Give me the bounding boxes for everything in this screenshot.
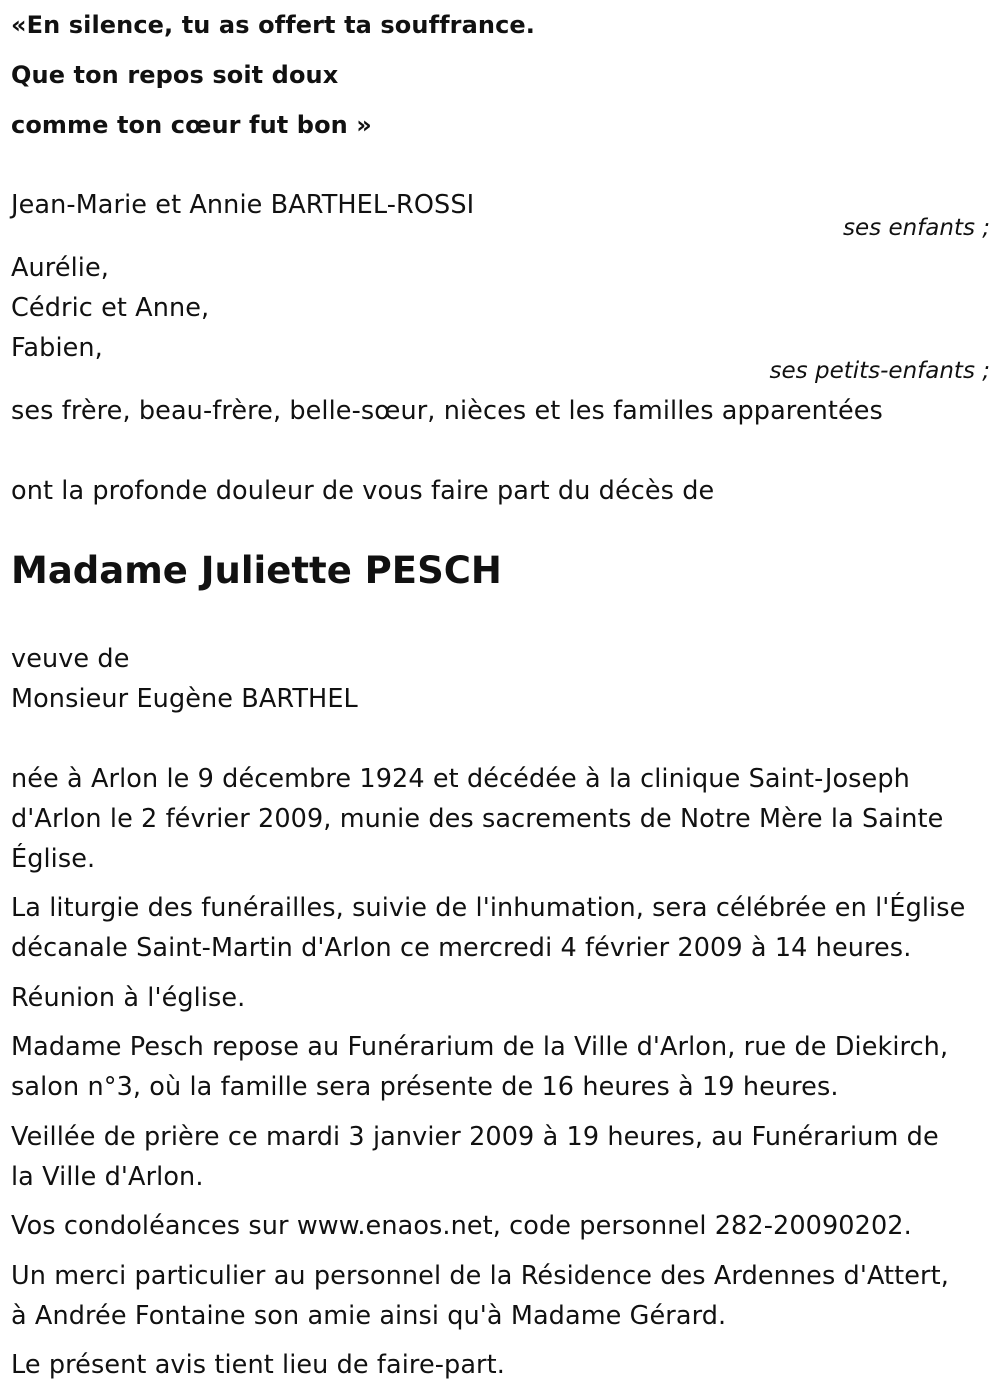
paragraph-line: salon n°3, où la famille sera présente de 16 heures à 19 heures. xyxy=(11,1072,839,1102)
relatives-line: ses frère, beau-frère, belle-sœur, nièces et les familles apparentées xyxy=(11,396,883,426)
paragraph-line: décanale Saint-Martin d'Arlon ce mercredi 4 février 2009 à 14 heures. xyxy=(11,933,912,963)
paragraph-line: à Andrée Fontaine son amie ainsi qu'à Madame Gérard. xyxy=(11,1301,727,1331)
spouse-name: Monsieur Eugène BARTHEL xyxy=(11,684,358,714)
grandchild-name: Fabien, xyxy=(11,333,103,363)
grandchild-name: Aurélie, xyxy=(11,253,109,283)
paragraph-line: La liturgie des funérailles, suivie de l'inhumation, sera célébrée en l'Église xyxy=(11,893,966,923)
paragraph-line: Un merci particulier au personnel de la Résidence des Ardennes d'Attert, xyxy=(11,1261,949,1291)
deceased-name: Madame Juliette PESCH xyxy=(11,549,502,592)
paragraph-line: Madame Pesch repose au Funérarium de la Ville d'Arlon, rue de Diekirch, xyxy=(11,1032,949,1062)
quote-line-1: «En silence, tu as offert ta souffrance. xyxy=(11,11,535,39)
children-role: ses enfants ; xyxy=(843,215,990,241)
quote-line-2: Que ton repos soit doux xyxy=(11,61,339,89)
grandchildren-role: ses petits-enfants ; xyxy=(769,358,990,384)
paragraph-line: Veillée de prière ce mardi 3 janvier 2009 à 19 heures, au Funérarium de xyxy=(11,1122,939,1152)
paragraph-line: née à Arlon le 9 décembre 1924 et décédée à la clinique Saint-Joseph xyxy=(11,764,910,794)
paragraph-line: Vos condoléances sur www.enaos.net, code personnel 282-20090202. xyxy=(11,1211,912,1241)
paragraph-line: Le présent avis tient lieu de faire-part. xyxy=(11,1350,505,1380)
grandchild-name: Cédric et Anne, xyxy=(11,293,210,323)
announcement-line: ont la profonde douleur de vous faire part du décès de xyxy=(11,476,715,506)
paragraph-line: Réunion à l'église. xyxy=(11,983,246,1013)
paragraph-line: la Ville d'Arlon. xyxy=(11,1162,204,1192)
widow-label: veuve de xyxy=(11,644,130,674)
paragraph-line: d'Arlon le 2 février 2009, munie des sacrements de Notre Mère la Sainte xyxy=(11,804,944,834)
children-names: Jean-Marie et Annie BARTHEL-ROSSI xyxy=(11,190,475,220)
quote-line-3: comme ton cœur fut bon » xyxy=(11,111,372,139)
paragraph-line: Église. xyxy=(11,844,96,874)
